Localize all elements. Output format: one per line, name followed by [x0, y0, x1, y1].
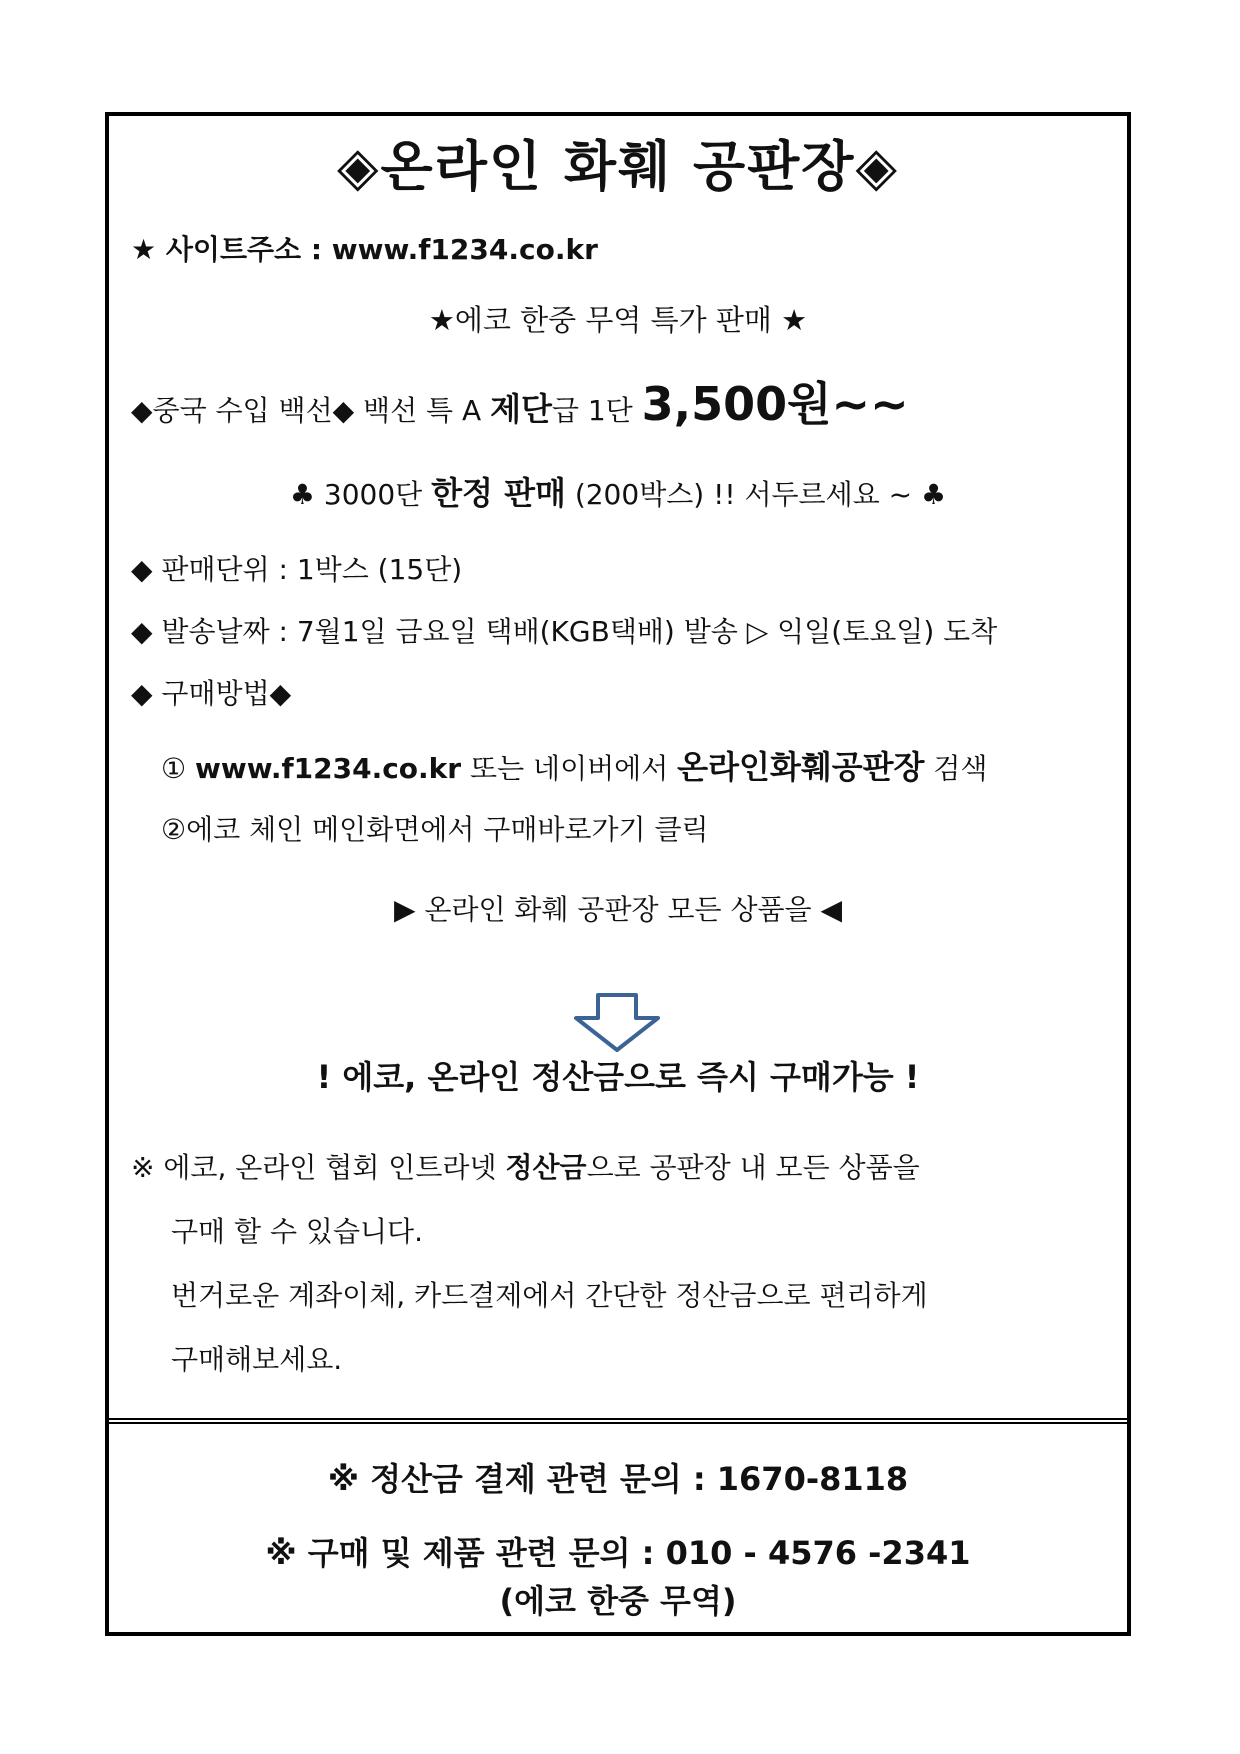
site-url: www.f1234.co.kr: [331, 233, 598, 266]
section-divider: [109, 1418, 1127, 1424]
company-name: (에코 한중 무역): [499, 1582, 737, 1620]
purchase-contact: ※ 구매 및 제품 관련 문의 : 010 - 4576 -2341: [265, 1534, 971, 1572]
flyer-frame: [105, 112, 1131, 1636]
flyer-main: [109, 116, 1127, 1418]
all-products-line: ▶ 온라인 화훼 공판장 모든 상품을 ◀: [393, 893, 843, 926]
step1-mid: 또는 네이버에서: [461, 752, 678, 785]
step1-bold: 온라인화훼공판장: [677, 748, 925, 786]
limited-end: (200박스) !! 서두르세요 ~ ♣: [565, 478, 947, 511]
notice-line-3: 번거로운 계좌이체, 카드결제에서 간단한 정산금으로 편리하게: [171, 1279, 928, 1312]
product-grade-rest: 급 1단: [551, 394, 642, 427]
site-label: ★ 사이트주소 :: [131, 233, 332, 266]
notice-end: 으로 공판장 내 모든 상품을: [586, 1151, 920, 1184]
step1-url: www.f1234.co.kr: [195, 752, 462, 785]
notice-line-2: 구매 할 수 있습니다.: [171, 1215, 423, 1248]
notice-line-4: 구매해보세요.: [171, 1343, 343, 1376]
limited-bold: 한정 판매: [431, 474, 566, 512]
promo-header: ★에코 한중 무역 특가 판매 ★: [428, 303, 808, 337]
how-to-step-2: ②에코 체인 메인화면에서 구매바로가기 클릭: [161, 813, 709, 846]
page-title: ◈온라인 화훼 공판장◈: [337, 135, 899, 198]
notice-bold: 정산금: [505, 1151, 587, 1184]
step1-num: ①: [161, 752, 196, 785]
product-line: [131, 368, 909, 434]
product-prefix: ◆중국 수입 백선◆ 백선 특 A: [131, 394, 491, 427]
instant-purchase: ! 에코, 온라인 정산금으로 즉시 구매가능 !: [316, 1058, 920, 1096]
how-to-header: ◆ 구매방법◆: [131, 677, 292, 710]
sale-unit: ◆ 판매단위 : 1박스 (15단): [131, 553, 463, 586]
notice-start: ※ 에코, 온라인 협회 인트라넷: [131, 1151, 506, 1184]
down-arrow-icon: [572, 992, 662, 1054]
how-to-step-1: [161, 742, 987, 788]
step1-end: 검색: [924, 752, 988, 785]
shipping-date: ◆ 발송날짜 : 7월1일 금요일 택배(KGB택배) 발송 ▷ 익일(토요일) 도착: [131, 615, 998, 648]
settlement-contact: ※ 정산금 결제 관련 문의 : 1670-8118: [327, 1460, 909, 1498]
product-price: 3,500원~~: [641, 377, 909, 431]
notice-line-1: [131, 1146, 920, 1186]
limited-start: ♣ 3000단: [289, 478, 432, 511]
product-grade-bold: 제단: [490, 390, 552, 428]
site-address: [131, 228, 598, 268]
limited-sale: [109, 468, 1127, 514]
